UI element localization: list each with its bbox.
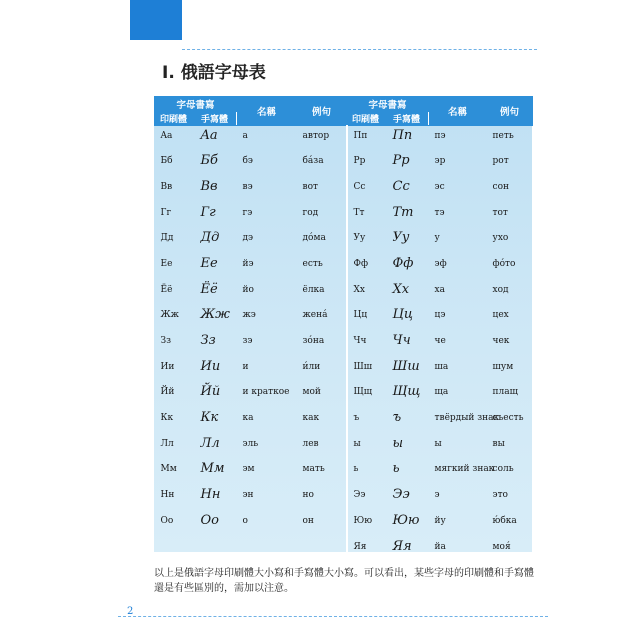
table-row: [155, 331, 533, 357]
print-letter: Бб: [160, 156, 173, 167]
handwritten-letter: Гг: [200, 204, 216, 220]
header-example: 例句: [297, 97, 347, 126]
handwritten-letter: Aa: [200, 128, 218, 143]
letter-name: йу: [434, 515, 446, 526]
letter-name: йо: [242, 284, 254, 295]
example-word: мой: [302, 387, 321, 398]
print-letter: Рр: [347, 151, 385, 177]
table-row: [155, 203, 533, 229]
handwritten-letter: Хх: [392, 281, 410, 297]
print-letter: Мм: [160, 464, 177, 475]
example-word: плащ: [492, 387, 518, 398]
handwritten-letter: Фф: [392, 255, 414, 271]
print-letter: Тт: [347, 203, 385, 229]
letter-name: зэ: [242, 336, 253, 346]
letter-name: дэ: [242, 233, 254, 244]
header-name-2: 名稱: [429, 97, 487, 126]
handwritten-letter: Рр: [392, 153, 410, 169]
example-word: вы: [492, 438, 505, 449]
handwritten-letter: Цц: [392, 307, 413, 323]
print-letter: Кк: [160, 413, 174, 424]
letter-name: о: [242, 515, 248, 526]
letter-name: э: [434, 490, 440, 501]
header-letter-writing: 字母書寫: [155, 97, 237, 112]
handwritten-letter: Нн: [200, 487, 221, 503]
handwritten-letter: Ёё: [200, 281, 218, 297]
example-word: до́ма: [302, 233, 326, 244]
example-word: тот: [492, 207, 508, 218]
handwritten-letter: Вв: [200, 178, 218, 194]
handwritten-letter: Ээ: [392, 487, 410, 503]
handwritten-letter: Яя: [392, 538, 412, 554]
print-letter: Ээ: [347, 485, 385, 511]
handwritten-letter: Лл: [200, 435, 220, 451]
handwritten-letter: ъ: [392, 410, 402, 426]
print-letter: Ее: [160, 258, 173, 269]
example-word: петь: [492, 131, 514, 141]
handwritten-letter: Щщ: [392, 384, 421, 400]
letter-name: цэ: [434, 310, 446, 321]
handwritten-letter: Йй: [200, 384, 221, 400]
handwritten-letter: Кк: [200, 410, 219, 426]
example-word: фо́то: [492, 258, 516, 269]
letter-name: эф: [434, 258, 447, 269]
header-hand-2: 手寫體: [385, 112, 429, 126]
table-row: [155, 434, 533, 460]
example-word: рот: [492, 156, 509, 167]
print-letter: Нн: [160, 490, 175, 501]
letter-name: эль: [242, 438, 259, 449]
print-letter: ы: [347, 434, 385, 460]
table-row: [155, 511, 533, 537]
letter-name: ха: [434, 284, 445, 295]
table-row: [155, 126, 533, 152]
print-letter: Ии: [160, 361, 175, 372]
example-word: автор: [302, 131, 330, 141]
print-letter: Яя: [347, 537, 385, 563]
print-letter: Aa: [160, 131, 173, 141]
example-word: [297, 537, 347, 563]
letter-name: бэ: [242, 156, 253, 167]
letter-name: йэ: [242, 258, 254, 269]
header-letter-writing-2: 字母書寫: [347, 97, 429, 112]
handwritten-letter: Шш: [392, 358, 420, 374]
letter-name: ка: [242, 413, 254, 424]
letter-name: йа: [434, 541, 446, 552]
example-word: соль: [492, 464, 514, 475]
handwritten-letter: Дд: [200, 230, 220, 246]
handwritten-letter: Пп: [392, 128, 413, 143]
header-hand: 手寫體: [193, 112, 237, 126]
print-letter: Щщ: [347, 382, 385, 408]
print-letter: Ёё: [160, 284, 173, 295]
handwritten-letter: Жж: [200, 307, 230, 323]
print-letter: Зз: [160, 336, 172, 346]
print-letter: Сс: [347, 177, 385, 203]
table-row: [155, 228, 533, 254]
handwritten-letter: Зз: [200, 333, 216, 348]
example-word: зо́на: [302, 336, 325, 346]
example-word: жена́: [302, 310, 328, 321]
example-word: ход: [492, 284, 509, 295]
table-row: [155, 280, 533, 306]
handwritten-letter: Оо: [200, 512, 219, 528]
example-word: мать: [302, 464, 325, 475]
handwritten-letter: ы: [392, 435, 404, 451]
table-row: [155, 357, 533, 383]
letter-name: гэ: [242, 207, 253, 218]
handwritten-letter: Бб: [200, 153, 218, 169]
example-word: ёлка: [302, 284, 325, 295]
print-letter: Уу: [347, 228, 385, 254]
header-print-2: 印刷體: [347, 112, 385, 126]
table-row: [155, 537, 533, 563]
print-letter: [155, 537, 193, 563]
alphabet-table-wrap: [154, 96, 532, 552]
handwritten-letter: Ее: [200, 255, 218, 271]
example-word: он: [302, 515, 314, 526]
letter-name: и краткое: [242, 387, 290, 398]
print-letter: Фф: [347, 254, 385, 280]
print-letter: Юю: [347, 511, 385, 537]
letter-name: ша: [434, 361, 449, 372]
letter-name: у: [434, 233, 440, 244]
handwritten-letter: [193, 537, 237, 563]
example-word: но: [302, 490, 314, 501]
handwritten-letter: Тт: [392, 204, 414, 220]
example-word: чек: [492, 336, 510, 346]
letter-name: че: [434, 336, 446, 346]
print-letter: Пп: [347, 126, 385, 152]
table-row: [155, 254, 533, 280]
page-title: Ⅰ. 俄語字母表: [162, 63, 266, 83]
letter-name: эс: [434, 181, 445, 192]
page-number: 2: [127, 606, 134, 617]
letter-name: пэ: [434, 131, 446, 141]
handwritten-letter: Сс: [392, 178, 410, 194]
letter-name: твёрдый знак: [434, 413, 500, 424]
example-word: вот: [302, 181, 318, 192]
print-letter: ъ: [347, 408, 385, 434]
print-letter: ь: [347, 459, 385, 485]
letter-name: жэ: [242, 310, 256, 321]
print-letter: Дд: [160, 233, 174, 244]
handwritten-letter: Чч: [392, 333, 411, 348]
example-word: моя́: [492, 541, 511, 552]
print-letter: Цц: [347, 305, 385, 331]
table-row: [155, 408, 533, 434]
letter-name: и: [242, 361, 249, 372]
handwritten-letter: ь: [392, 461, 400, 477]
print-letter: Вв: [160, 181, 173, 192]
example-word: как: [302, 413, 320, 424]
letter-name: [237, 537, 297, 563]
table-row: [155, 177, 533, 203]
print-letter: Лл: [160, 438, 174, 449]
example-word: ба́за: [302, 156, 324, 167]
table-row: [155, 459, 533, 485]
table-row: [155, 305, 533, 331]
example-word: год: [302, 207, 319, 218]
caption-note: 以上是俄語字母印刷體大小寫和手寫體大小寫。可以看出，某些字母的印刷體和手寫體還是有些區別的，需加以注意。: [154, 568, 534, 594]
example-word: есть: [302, 258, 323, 269]
print-letter: Гг: [160, 207, 172, 218]
example-word: ю́бка: [492, 515, 517, 526]
print-letter: Чч: [347, 331, 385, 357]
table-row: [155, 485, 533, 511]
print-letter: Йй: [160, 387, 175, 398]
letter-name: эм: [242, 464, 255, 475]
letter-name: тэ: [434, 207, 445, 218]
letter-name: мягкий знак: [434, 464, 495, 475]
letter-name: ы: [434, 438, 442, 449]
handwritten-letter: Уу: [392, 230, 410, 246]
example-word: шум: [492, 361, 514, 372]
letter-name: эн: [242, 490, 254, 501]
table-row: [155, 151, 533, 177]
print-letter: Шш: [347, 357, 385, 383]
top-divider: [182, 49, 537, 50]
example-word: и́ли: [302, 361, 321, 372]
example-word: съесть: [492, 413, 524, 424]
letter-name: ща: [434, 387, 449, 398]
example-word: это: [492, 490, 508, 501]
letter-name: эр: [434, 156, 446, 167]
bottom-divider: [118, 616, 548, 617]
example-word: сон: [492, 181, 509, 192]
letter-name: вэ: [242, 181, 253, 192]
example-word: ухо: [492, 233, 509, 244]
corner-color-block: [130, 0, 182, 40]
alphabet-table: [154, 96, 533, 562]
letter-name: a: [242, 131, 248, 141]
example-word: цех: [492, 310, 509, 321]
handwritten-letter: Мм: [200, 461, 225, 477]
handwritten-letter: Ии: [200, 358, 221, 374]
print-letter: Жж: [160, 310, 179, 321]
header-print: 印刷體: [155, 112, 193, 126]
table-row: [155, 382, 533, 408]
header-name: 名稱: [237, 97, 297, 126]
header-example-2: 例句: [487, 97, 533, 126]
example-word: лев: [302, 438, 319, 449]
handwritten-letter: Юю: [392, 512, 420, 528]
print-letter: Хх: [347, 280, 385, 306]
print-letter: Оо: [160, 515, 174, 526]
